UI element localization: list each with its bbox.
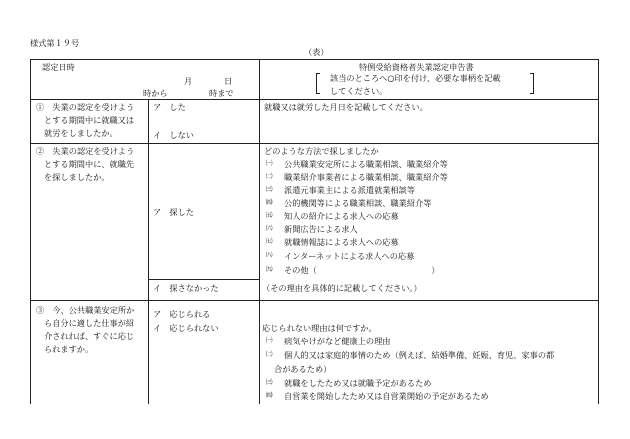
q2-reason-note: （その理由を具体的に記載してください。） (262, 283, 422, 293)
reason-item[interactable]: 個人的又は家庭的事情のため（例えば、結婚準備、妊娠、育児、家事の都 (284, 350, 555, 360)
until-label: 時まで (209, 88, 234, 98)
method-marker: ㈠ (266, 159, 273, 167)
reason-marker: ㈣ (266, 391, 273, 399)
method-item-other[interactable]: その他（ ） (284, 265, 440, 275)
q3-option-can[interactable]: ア 応じられる (153, 309, 211, 319)
table-border-left (30, 59, 31, 404)
method-item[interactable]: 知人の紹介による求人への応募 (284, 211, 399, 221)
form-title: 特例受給資格者失業認定申告書 (359, 62, 474, 72)
instruction-line-1: 該当のところへ○印を付け、必要な事柄を記載 (330, 73, 501, 83)
q2-methods-title: どのような方法で探しましたか (264, 146, 379, 156)
reason-item[interactable]: 就職をしたため又は就職予定があるため (284, 378, 432, 388)
q3-text-line: 介されれば、すぐに応じ (44, 331, 135, 341)
method-marker: ㈨ (266, 265, 273, 273)
front-label: （表） (304, 47, 329, 57)
bracket-right (530, 73, 534, 94)
method-marker: ㈢ (266, 185, 273, 193)
q2-text-line: とする期間中に、就職先 (44, 159, 135, 169)
reason-item[interactable]: 自営業を開始したため又は自営業開始の予定があるため (284, 391, 489, 401)
month-label: 月 (184, 76, 193, 86)
q3-text-line: ③ 今、公共職業安定所か (36, 305, 135, 315)
q2-option-not-searched[interactable]: イ 探さなかった (153, 283, 219, 293)
q1-option-yes[interactable]: ア した (153, 102, 186, 112)
method-item[interactable]: 職業紹介事業者による職業相談、職業紹介等 (284, 172, 448, 182)
q3-text-line: ら自分に適した仕事が紹 (44, 318, 135, 328)
method-item[interactable]: 就職情報誌による求人への応募 (284, 237, 399, 247)
column-divider-main (259, 59, 260, 404)
method-marker: ㈦ (266, 237, 273, 245)
q1-option-no[interactable]: イ しない (153, 130, 194, 140)
q1-note: 就職又は就労した月日を記載してください。 (264, 102, 428, 112)
method-item[interactable]: 公的機関等による職業相談、職業紹介等 (284, 198, 432, 208)
method-marker: ㈣ (266, 198, 273, 206)
row-divider-q2-options (148, 279, 259, 280)
q2-text-line: を探しましたか。 (44, 172, 110, 182)
method-marker: ㈡ (266, 172, 273, 180)
method-item[interactable]: 新聞広告による求人 (284, 224, 358, 234)
method-item[interactable]: 派遣元事業主による派遣就業相談等 (284, 185, 416, 195)
reason-item[interactable]: 病気やけがなど健康上の理由 (284, 336, 391, 346)
q2-text-line: ② 失業の認定を受けよう (36, 146, 135, 156)
column-divider-options (148, 99, 149, 404)
method-marker: ㈧ (266, 251, 273, 259)
reason-marker: ㈠ (266, 336, 273, 344)
bracket-left (316, 73, 320, 94)
q3-reasons-title: 応じられない理由は何ですか。 (262, 323, 377, 333)
appointment-title: 認定日時 (42, 62, 75, 72)
q3-option-cannot[interactable]: イ 応じられない (153, 323, 219, 333)
from-label: 時から (143, 88, 168, 98)
reason-marker: ㈡ (266, 350, 273, 358)
day-label: 日 (224, 76, 233, 86)
form-number: 様式第１９号 (30, 38, 80, 48)
method-marker: ㈥ (266, 224, 273, 232)
reason-item-continued: 合があるため） (274, 364, 332, 374)
method-item[interactable]: インターネットによる求人への応募 (284, 251, 415, 261)
row-divider-header (30, 99, 599, 100)
q1-text-line: ① 失業の認定を受けよう (36, 102, 135, 112)
table-border-right (598, 59, 599, 404)
q1-text-line: 就労をしましたか。 (44, 128, 118, 138)
method-marker: ㈤ (266, 211, 273, 219)
q1-text-line: とする期間中に就職又は (44, 115, 135, 125)
reason-marker: ㈢ (266, 378, 273, 386)
q3-text-line: られますか。 (44, 344, 94, 354)
row-divider-q1 (30, 143, 599, 144)
instruction-line-2: してください。 (330, 86, 388, 96)
table-border-top (30, 59, 599, 60)
q2-option-searched[interactable]: ア 探した (153, 207, 194, 217)
method-item[interactable]: 公共職業安定所による職業相談、職業紹介等 (284, 159, 448, 169)
row-divider-q2 (30, 300, 599, 301)
